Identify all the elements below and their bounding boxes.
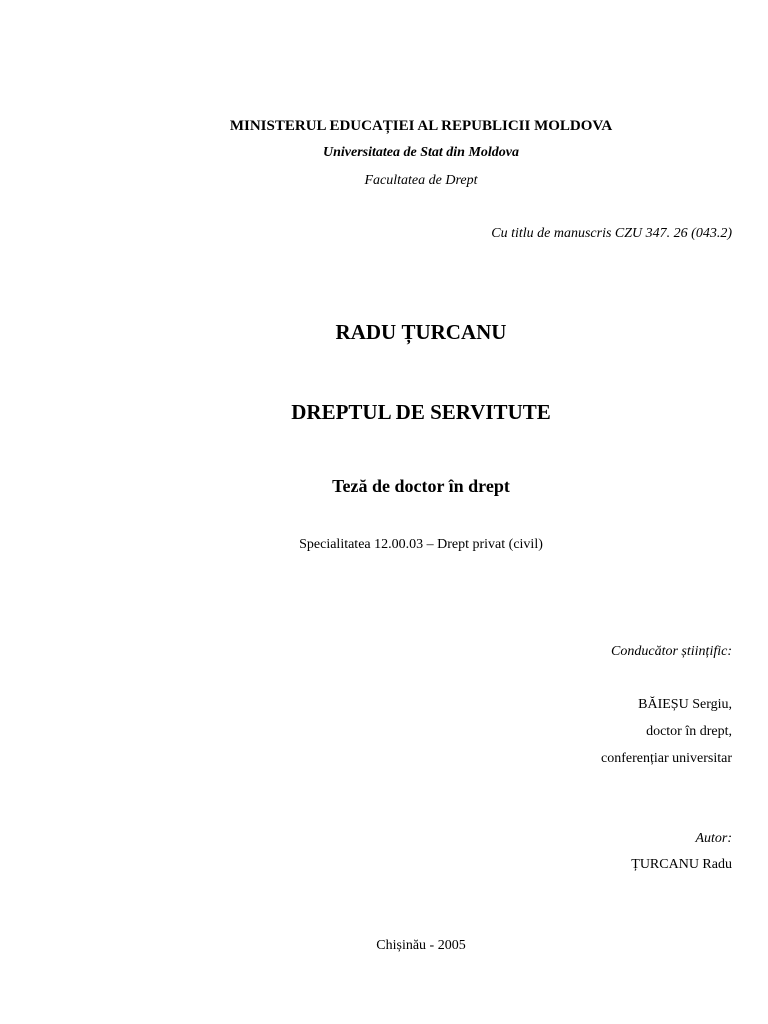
supervisor-label: Conducător științific: bbox=[611, 644, 732, 659]
thesis-title: DREPTUL DE SERVITUTE bbox=[291, 400, 551, 424]
ministry-heading: MINISTERUL EDUCAȚIEI AL REPUBLICII MOLDOVA bbox=[229, 118, 613, 134]
specialty-line: Specialitatea 12.00.03 – Drept privat (civil) bbox=[299, 537, 543, 552]
faculty-name: Facultatea de Drept bbox=[364, 173, 478, 188]
author-name-title: RADU ȚURCANU bbox=[335, 320, 507, 344]
supervisor-degree: doctor în drept, bbox=[646, 724, 732, 739]
manuscript-note: Cu titlu de manuscris CZU 347. 26 (043.2) bbox=[491, 226, 732, 241]
university-name: Universitatea de Stat din Moldova bbox=[323, 145, 519, 160]
author-label: Autor: bbox=[695, 831, 732, 846]
thesis-type: Teză de doctor în drept bbox=[332, 476, 510, 496]
author-name: ȚURCANU Radu bbox=[631, 857, 732, 872]
supervisor-rank: conferențiar universitar bbox=[601, 751, 732, 766]
place-and-year: Chișinău - 2005 bbox=[376, 938, 466, 953]
supervisor-name: BĂIEȘU Sergiu, bbox=[638, 697, 732, 712]
